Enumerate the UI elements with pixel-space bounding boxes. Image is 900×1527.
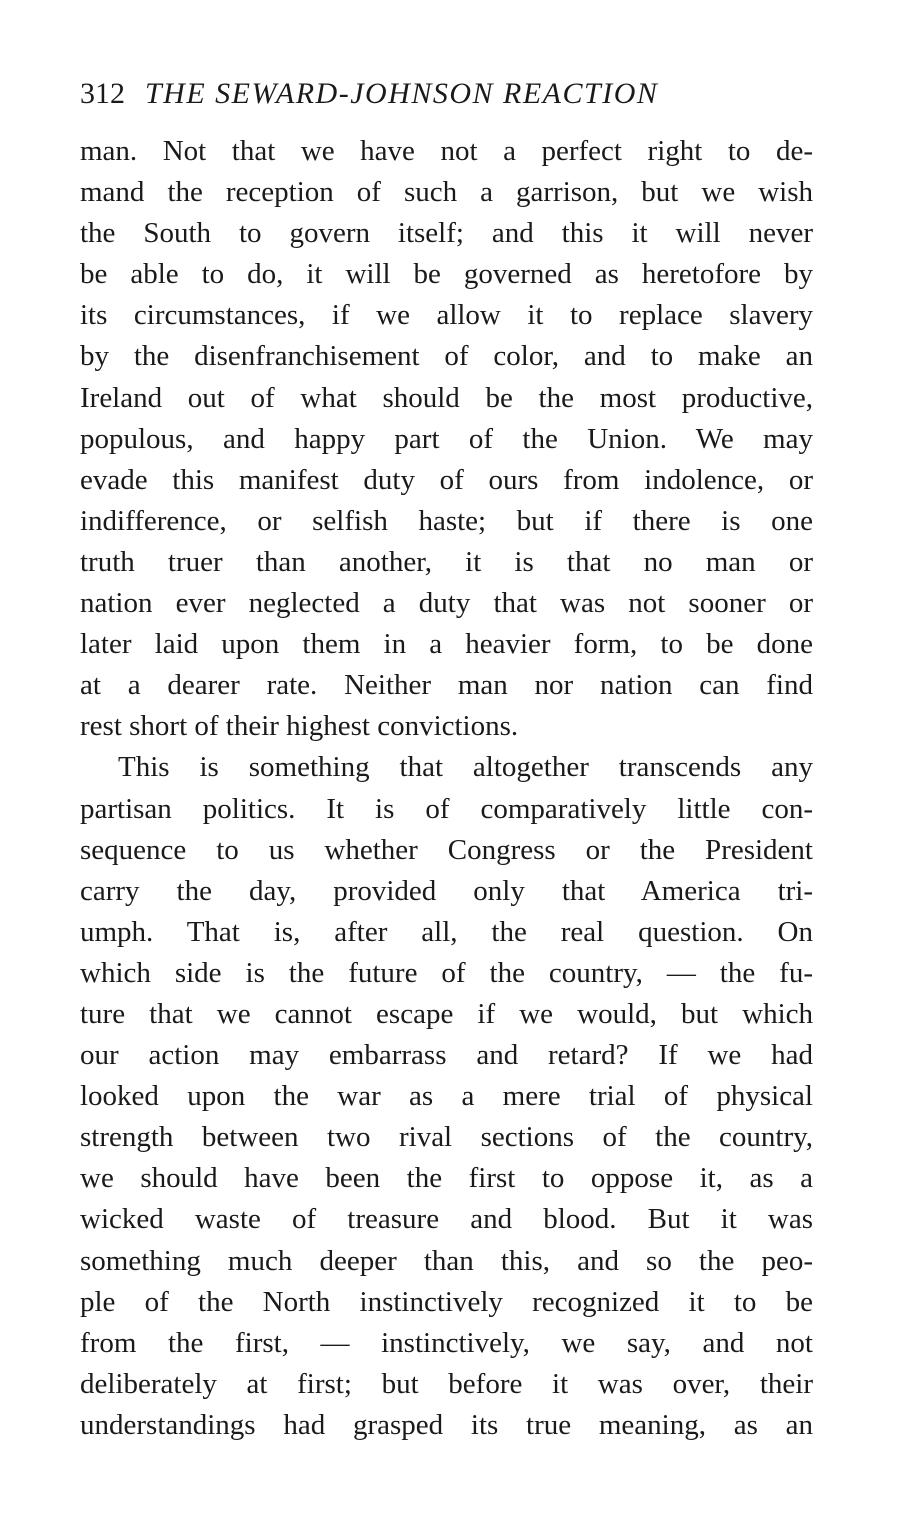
text-line: looked upon the war as a mere trial of physical <box>80 1080 813 1113</box>
text-line: populous, and happy part of the Union. We may <box>80 422 813 455</box>
text-line: indifference, or selfish haste; but if there is one <box>80 504 813 537</box>
text-line: at a dearer rate. Neither man nor nation can find <box>80 669 813 702</box>
text-line: deliberately at first; but before it was over, their <box>80 1367 813 1400</box>
text-line: be able to do, it will be governed as heretofore by <box>80 258 813 291</box>
text-line: ture that we cannot escape if we would, but which <box>80 997 813 1030</box>
text-line: carry the day, provided only that America tri- <box>80 874 813 907</box>
text-line: ple of the North instinctively recognized it to be <box>80 1285 813 1318</box>
text-line: sequence to us whether Congress or the President <box>80 833 813 866</box>
text-line: umph. That is, after all, the real question. On <box>80 915 813 948</box>
text-line: later laid upon them in a heavier form, to be done <box>80 628 813 661</box>
page-number: 312 <box>80 77 125 110</box>
body-text <box>80 131 813 1446</box>
paragraph-end-line: rest short of their highest convictions. <box>80 710 519 743</box>
text-line: its circumstances, if we allow it to replace slavery <box>80 299 813 332</box>
text-line: Ireland out of what should be the most productive, <box>80 381 813 414</box>
text-line: the South to govern itself; and this it will never <box>80 217 813 250</box>
text-line: mand the reception of such a garrison, but we wish <box>80 176 813 209</box>
text-line: truth truer than another, it is that no man or <box>80 545 813 578</box>
text-line: man. Not that we have not a perfect right to de- <box>80 135 813 167</box>
text-line: we should have been the first to oppose it, as a <box>80 1162 813 1195</box>
text-line: our action may embarrass and retard? If we had <box>80 1039 813 1072</box>
text-line: which side is the future of the country, — the fu- <box>80 956 813 989</box>
text-line: something much deeper than this, and so the peo- <box>80 1244 813 1277</box>
text-line: from the first, — instinctively, we say, and not <box>80 1326 813 1359</box>
text-line: strength between two rival sections of the country, <box>80 1121 813 1154</box>
text-line: by the disenfranchisement of color, and to make an <box>80 340 813 373</box>
text-line: understandings had grasped its true meaning, as an <box>80 1408 813 1441</box>
text-line: nation ever neglected a duty that was not sooner or <box>80 587 813 620</box>
text-line: partisan politics. It is of comparatively little con- <box>80 792 813 825</box>
text-line: evade this manifest duty of ours from indolence, or <box>80 463 813 496</box>
paragraph-start-line: This is something that altogether transcends any <box>118 751 813 784</box>
running-head <box>80 74 820 114</box>
text-line: wicked waste of treasure and blood. But it was <box>80 1203 813 1236</box>
running-title: THE SEWARD-JOHNSON REACTION <box>145 77 659 110</box>
